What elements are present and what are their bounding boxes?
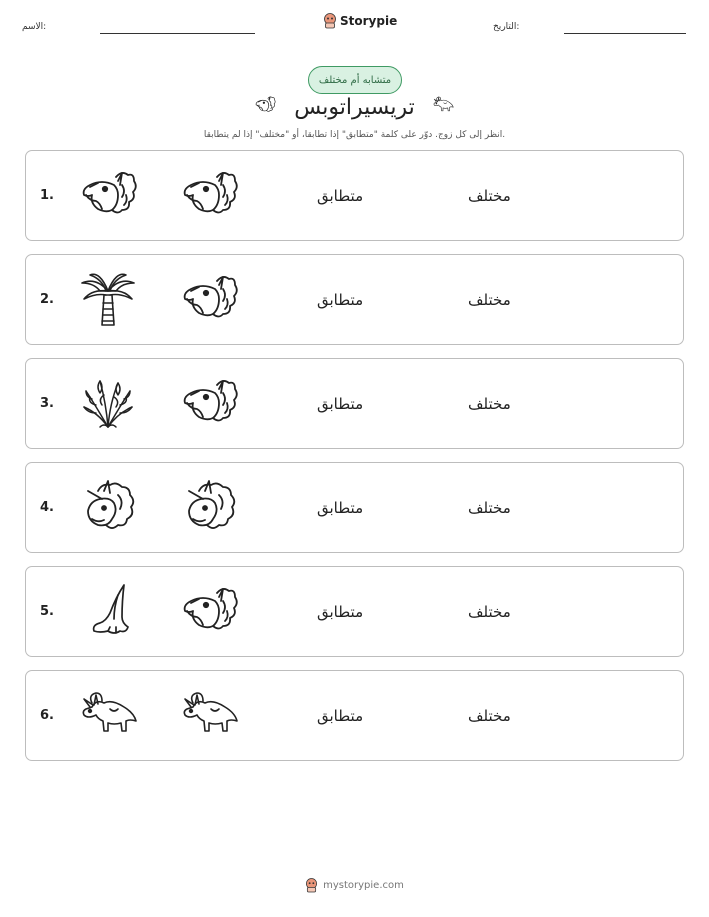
pair-row-4 [25, 462, 684, 553]
palm-tree-icon [78, 269, 138, 329]
same-option[interactable]: متطابق [317, 602, 364, 621]
pair-row-3 [25, 358, 684, 449]
row-number: 3. [40, 396, 54, 411]
different-option[interactable]: مختلف [468, 602, 511, 621]
instructions: انظر إلى كل زوج. دوّر على كلمة "متطابق" إذا تطابقا، أو "مختلف" إذا لم يتطابقا. [203, 130, 506, 140]
pair-row-1 [25, 150, 684, 241]
row-number: 5. [40, 604, 54, 619]
same-option[interactable]: متطابق [317, 186, 364, 205]
triceratops-body-icon [179, 685, 239, 745]
different-option[interactable]: مختلف [468, 394, 511, 413]
triceratops-head-icon [78, 165, 138, 225]
date-label: التاريخ: [493, 22, 520, 32]
different-option[interactable]: مختلف [468, 498, 511, 517]
triceratops-body-small-icon [428, 94, 458, 116]
storypie-mascot-icon [305, 878, 318, 893]
triceratops-head-icon [179, 581, 239, 641]
different-option[interactable]: مختلف [468, 290, 511, 309]
storypie-mascot-icon [323, 13, 337, 29]
horn-icon [78, 581, 138, 641]
triceratops-face-icon [78, 477, 138, 537]
category-badge: متشابه أم مختلف [308, 66, 402, 94]
page-title: تريسيراتوبس [294, 95, 415, 120]
row-number: 6. [40, 708, 54, 723]
brand-logo [323, 13, 397, 29]
triceratops-head-icon [179, 269, 239, 329]
triceratops-face-icon [179, 477, 239, 537]
same-option[interactable]: متطابق [317, 394, 364, 413]
triceratops-head-icon [179, 373, 239, 433]
triceratops-head-icon [179, 165, 239, 225]
same-option[interactable]: متطابق [317, 498, 364, 517]
different-option[interactable]: مختلف [468, 706, 511, 725]
same-option[interactable]: متطابق [317, 290, 364, 309]
row-number: 2. [40, 292, 54, 307]
triceratops-body-icon [78, 685, 138, 745]
date-line[interactable] [564, 33, 686, 34]
brand-name: Storypie [340, 14, 398, 28]
row-number: 4. [40, 500, 54, 515]
name-line[interactable] [100, 33, 255, 34]
row-number: 1. [40, 188, 54, 203]
footer [0, 878, 709, 893]
fern-plant-icon [78, 373, 138, 433]
pair-row-5 [25, 566, 684, 657]
pair-row-2 [25, 254, 684, 345]
name-label: الاسم: [22, 22, 47, 32]
pair-row-6 [25, 670, 684, 761]
same-option[interactable]: متطابق [317, 706, 364, 725]
footer-url[interactable]: mystorypie.com [323, 880, 404, 891]
different-option[interactable]: مختلف [468, 186, 511, 205]
